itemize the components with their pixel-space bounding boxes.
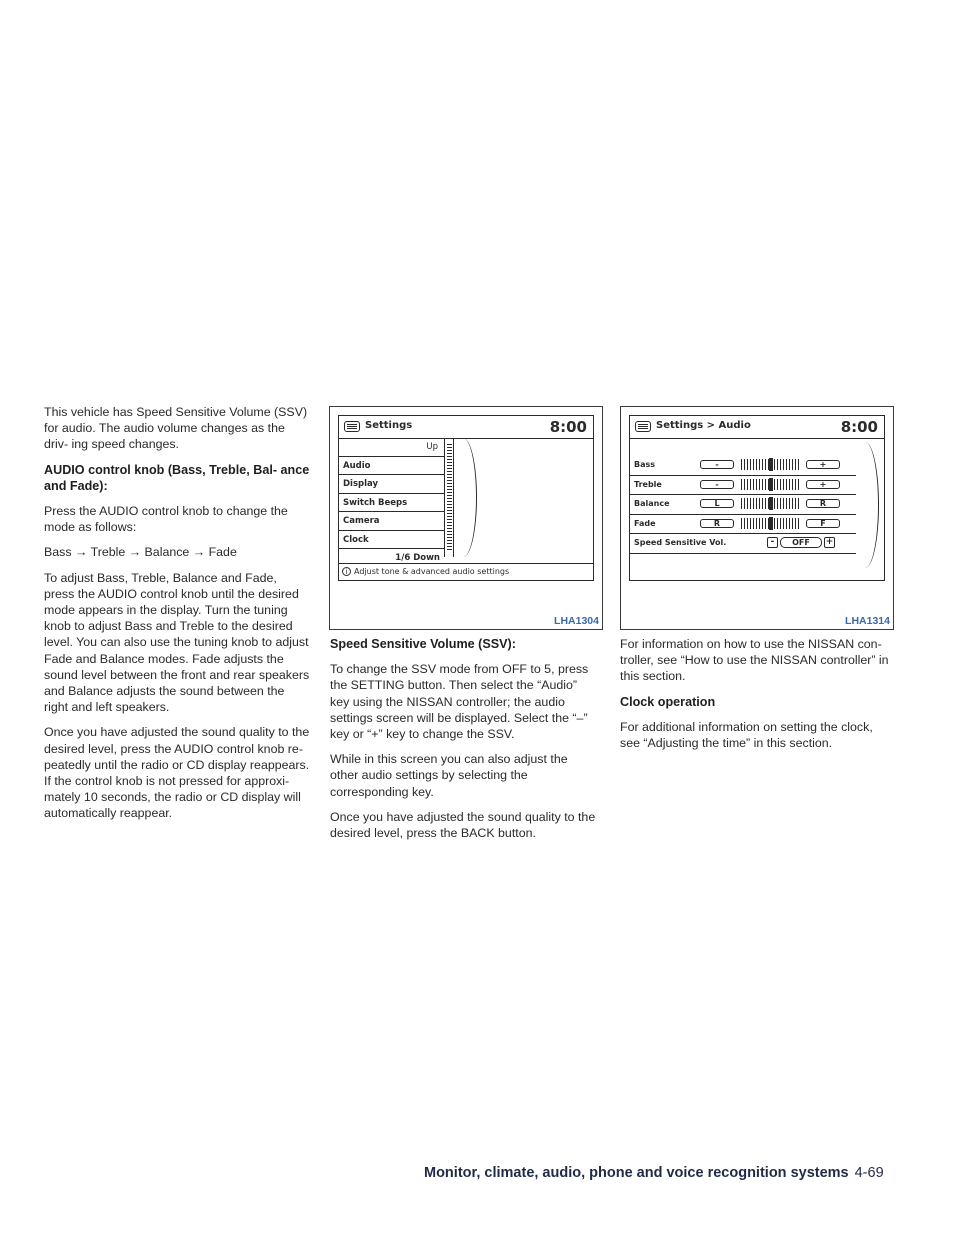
fade-front-button[interactable]: F <box>806 519 840 528</box>
audio-knob-heading: AUDIO control knob (Bass, Treble, Bal- ance and Fade): <box>44 462 310 493</box>
ssv-label: Speed Sensitive Vol. <box>634 538 727 547</box>
page-nav-down[interactable]: 1/6 Down <box>395 553 440 563</box>
row-ssv <box>630 534 856 554</box>
ssv-minus-button[interactable]: - <box>767 537 778 548</box>
settings-screen <box>338 415 594 581</box>
ssv-intro: This vehicle has Speed Sensitive Volume (SSV) for audio. The audio volume changes as the driv- ing speed changes. <box>44 405 308 452</box>
screen-footer <box>339 563 593 580</box>
scroll-arc <box>856 442 879 568</box>
level-marker <box>769 497 773 510</box>
column-left <box>44 404 310 831</box>
screen-title-bar <box>339 416 593 439</box>
treble-minus-button[interactable]: - <box>700 480 734 489</box>
controller-info-text: For information on how to use the NISSAN con- troller, see “How to use the NISSAN controller” in this section. <box>620 637 889 684</box>
screen-title: Settings <box>365 420 413 431</box>
menu-icon <box>635 421 651 432</box>
scroll-ticks <box>447 444 452 550</box>
ssv-plus-button[interactable]: + <box>825 537 834 547</box>
scroll-arc <box>454 438 477 557</box>
ssv-value: OFF <box>780 537 822 548</box>
clock-display: 8:00 <box>840 418 878 436</box>
row-fade <box>630 515 856 535</box>
footer-hint: Adjust tone & advanced audio settings <box>354 567 510 576</box>
row-balance <box>630 495 856 515</box>
level-marker <box>769 478 773 491</box>
column-middle <box>330 636 596 850</box>
audio-rows <box>630 456 856 554</box>
menu-item-clock[interactable]: Clock <box>339 531 444 550</box>
level-marker <box>769 458 773 471</box>
audio-settings-screen <box>629 415 885 581</box>
settings-menu <box>339 438 444 568</box>
audio-knob-text: Press the AUDIO control knob to change the mode as follows: <box>44 504 288 535</box>
ssv-change-text: To change the SSV mode from OFF to 5, press the SETTING button. Then select the “Audio” key using the NISSAN controller; the audio settings screen will be displayed. Select the “–” key or “+” key to change the SSV. <box>330 662 589 742</box>
row-label: Balance <box>634 499 670 508</box>
row-label: Bass <box>634 460 656 469</box>
back-button-text: Once you have adjusted the sound quality to the desired level, press the BACK button. <box>330 809 596 841</box>
screen-title: Settings > Audio <box>656 420 751 431</box>
row-label: Fade <box>634 518 656 528</box>
menu-item-switch-beeps[interactable]: Switch Beeps <box>339 494 444 513</box>
treble-plus-button[interactable]: + <box>806 480 840 489</box>
up-button[interactable]: Up <box>339 438 444 457</box>
menu-icon <box>344 421 360 432</box>
settings-screen-figure <box>329 406 603 630</box>
balance-left-button[interactable]: L <box>700 499 734 508</box>
reappear-text: Once you have adjusted the sound quality to the desired level, press the AUDIO control knob re- peatedly until the radio or CD display reappears. If the control knob is not pressed for approxi- mately 10 seconds, the radio or CD display will automatically reappear. <box>44 725 310 821</box>
row-treble <box>630 476 856 496</box>
fade-rear-button[interactable]: R <box>700 519 734 528</box>
menu-item-display[interactable]: Display <box>339 475 444 494</box>
page-number: 4-69 <box>854 1165 884 1181</box>
menu-item-camera[interactable]: Camera <box>339 512 444 531</box>
clock-heading: Clock operation <box>620 694 716 709</box>
bass-minus-button[interactable]: - <box>700 460 734 469</box>
adjust-text: To adjust Bass, Treble, Balance and Fade, press the AUDIO control knob until the desired mode appears in the display. Turn the tuning knob to adjust Bass and Treble to the desired level. You can also use the tuning knob to adjust Fade and Balance modes. Fade adjusts the sound level between the front and rear speakers and Balance adjusts the sound between the right and left speakers. <box>44 570 310 715</box>
balance-right-button[interactable]: R <box>806 499 840 508</box>
figure-code: LHA1314 <box>845 615 890 627</box>
page-footer <box>424 1165 884 1181</box>
row-bass <box>630 456 856 476</box>
scrollbar[interactable] <box>444 438 454 557</box>
figure-code: LHA1304 <box>554 615 599 627</box>
info-icon: i <box>342 567 351 576</box>
clock-info-text: For additional information on setting the clock, see “Adjusting the time” in this section. <box>620 719 873 751</box>
menu-item-audio[interactable]: Audio <box>339 457 444 476</box>
ssv-heading: Speed Sensitive Volume (SSV): <box>330 637 516 651</box>
row-label: Treble <box>634 479 662 489</box>
level-marker <box>769 517 773 530</box>
section-title: Monitor, climate, audio, phone and voice recognition systems <box>424 1165 849 1181</box>
other-settings-text: While in this screen you can also adjust the other audio settings by selecting the corresponding key. <box>330 752 568 799</box>
audio-settings-figure <box>620 406 894 630</box>
bass-plus-button[interactable]: + <box>806 460 840 469</box>
mode-sequence: Bass → Treble → Balance → Fade <box>44 545 237 560</box>
screen-title-bar <box>630 416 884 439</box>
clock-display: 8:00 <box>549 418 587 436</box>
column-right <box>620 636 896 760</box>
